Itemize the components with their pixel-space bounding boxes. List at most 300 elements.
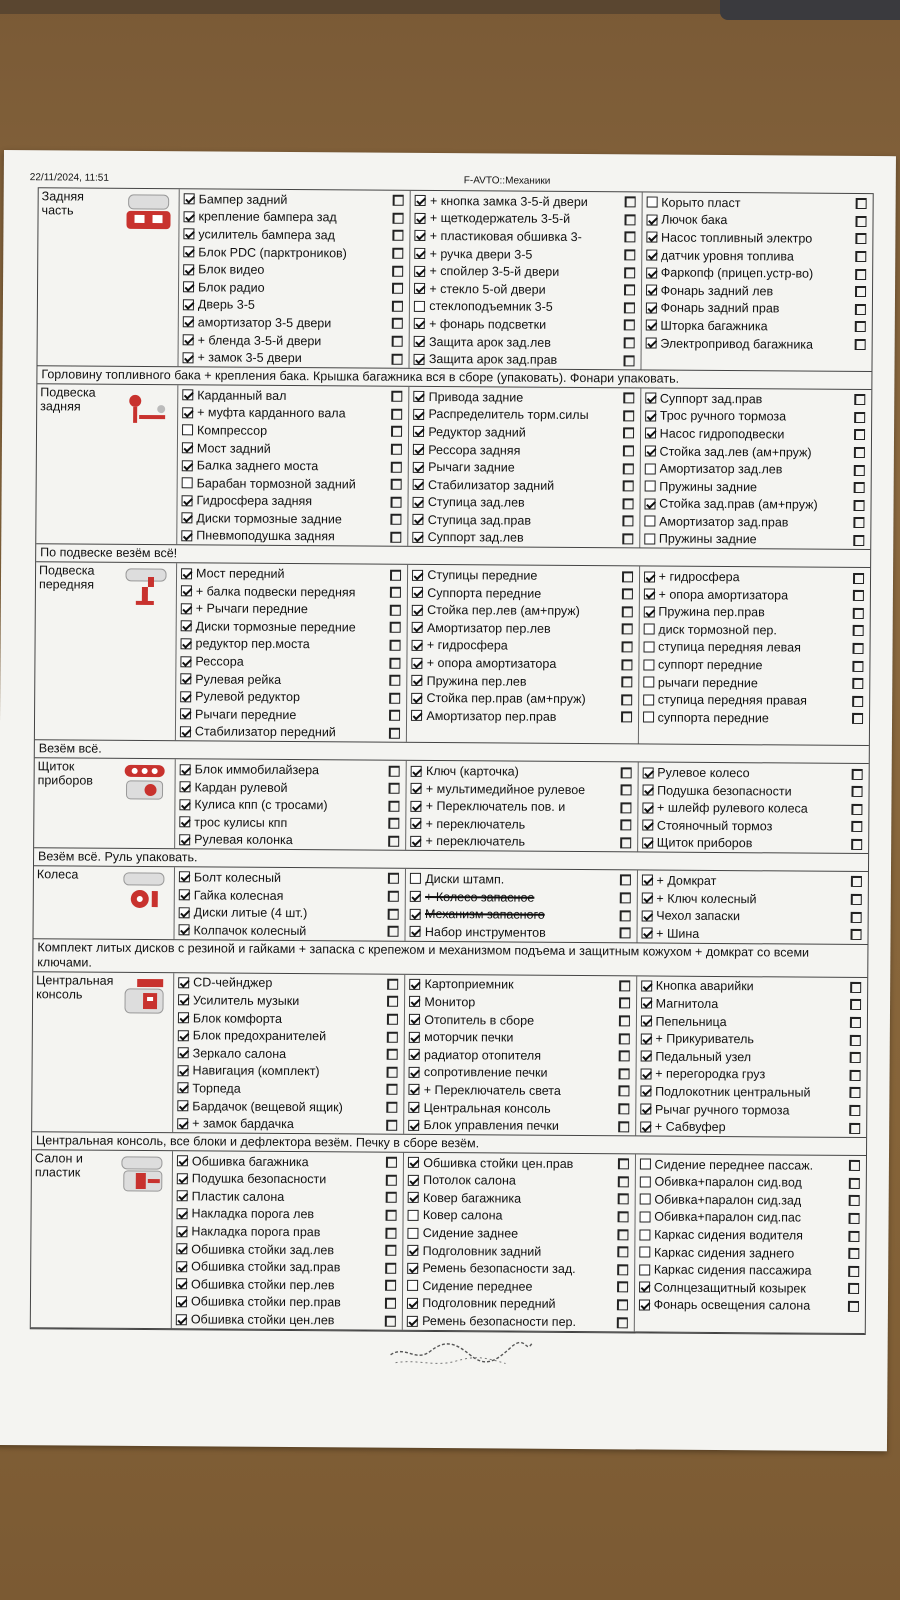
item-checkbox[interactable] [181,603,192,614]
extra-checkbox[interactable] [619,998,630,1009]
item-checkbox[interactable] [412,622,423,633]
item-checkbox[interactable] [180,726,191,737]
item-checkbox[interactable] [646,267,657,278]
extra-checkbox[interactable] [391,479,402,490]
item-checkbox[interactable] [178,1012,189,1023]
extra-checkbox[interactable] [853,573,864,584]
item-checkbox[interactable] [643,694,654,705]
item-checkbox[interactable] [645,320,656,331]
extra-checkbox[interactable] [852,643,863,654]
item-checkbox[interactable] [646,214,657,225]
item-checkbox[interactable] [182,407,193,418]
extra-checkbox[interactable] [616,1317,627,1328]
extra-checkbox[interactable] [393,195,404,206]
extra-checkbox[interactable] [392,318,403,329]
item-checkbox[interactable] [412,675,423,686]
item-checkbox[interactable] [407,1280,418,1291]
extra-checkbox[interactable] [617,1282,628,1293]
item-checkbox[interactable] [642,785,653,796]
item-checkbox[interactable] [409,1102,420,1113]
item-checkbox[interactable] [177,1100,188,1111]
extra-checkbox[interactable] [623,428,634,439]
item-checkbox[interactable] [409,996,420,1007]
item-checkbox[interactable] [640,1121,651,1132]
item-checkbox[interactable] [184,194,195,205]
item-checkbox[interactable] [177,1155,188,1166]
item-checkbox[interactable] [182,389,193,400]
item-checkbox[interactable] [640,1159,651,1170]
extra-checkbox[interactable] [389,765,400,776]
item-checkbox[interactable] [415,195,426,206]
extra-checkbox[interactable] [852,678,863,689]
item-checkbox[interactable] [412,569,423,580]
extra-checkbox[interactable] [849,1195,860,1206]
extra-checkbox[interactable] [849,1213,860,1224]
extra-checkbox[interactable] [392,353,403,364]
extra-checkbox[interactable] [387,1031,398,1042]
extra-checkbox[interactable] [385,1262,396,1273]
item-checkbox[interactable] [410,891,421,902]
extra-checkbox[interactable] [389,728,400,739]
item-checkbox[interactable] [408,1192,419,1203]
item-checkbox[interactable] [411,783,422,794]
extra-checkbox[interactable] [391,409,402,420]
item-checkbox[interactable] [181,638,192,649]
extra-checkbox[interactable] [848,1230,859,1241]
extra-checkbox[interactable] [623,337,634,348]
item-checkbox[interactable] [184,211,195,222]
item-checkbox[interactable] [409,1084,420,1095]
extra-checkbox[interactable] [391,444,402,455]
item-checkbox[interactable] [181,513,192,524]
item-checkbox[interactable] [183,299,194,310]
extra-checkbox[interactable] [385,1280,396,1291]
item-checkbox[interactable] [640,1033,651,1044]
extra-checkbox[interactable] [850,1017,861,1028]
extra-checkbox[interactable] [387,979,398,990]
extra-checkbox[interactable] [620,837,631,848]
item-checkbox[interactable] [177,1191,188,1202]
item-checkbox[interactable] [644,571,655,582]
item-checkbox[interactable] [415,230,426,241]
item-checkbox[interactable] [409,1067,420,1078]
item-checkbox[interactable] [177,1118,188,1129]
extra-checkbox[interactable] [392,301,403,312]
extra-checkbox[interactable] [624,285,635,296]
extra-checkbox[interactable] [391,514,402,525]
item-checkbox[interactable] [641,910,652,921]
item-checkbox[interactable] [183,317,194,328]
extra-checkbox[interactable] [388,926,399,937]
extra-checkbox[interactable] [388,891,399,902]
extra-checkbox[interactable] [621,641,632,652]
extra-checkbox[interactable] [618,1103,629,1114]
extra-checkbox[interactable] [850,929,861,940]
item-checkbox[interactable] [639,1176,650,1187]
item-checkbox[interactable] [641,1016,652,1027]
item-checkbox[interactable] [181,530,192,541]
item-checkbox[interactable] [645,428,656,439]
extra-checkbox[interactable] [386,1227,397,1238]
item-checkbox[interactable] [182,495,193,506]
extra-checkbox[interactable] [617,1176,628,1187]
extra-checkbox[interactable] [624,302,635,313]
item-checkbox[interactable] [182,425,193,436]
extra-checkbox[interactable] [390,675,401,686]
item-checkbox[interactable] [645,410,656,421]
extra-checkbox[interactable] [849,1105,860,1116]
extra-checkbox[interactable] [855,321,866,332]
extra-checkbox[interactable] [621,606,632,617]
item-checkbox[interactable] [183,334,194,345]
extra-checkbox[interactable] [390,657,401,668]
item-checkbox[interactable] [642,837,653,848]
extra-checkbox[interactable] [617,1194,628,1205]
extra-checkbox[interactable] [849,1160,860,1171]
item-checkbox[interactable] [639,1264,650,1275]
item-checkbox[interactable] [644,498,655,509]
item-checkbox[interactable] [642,820,653,831]
item-checkbox[interactable] [179,872,190,883]
extra-checkbox[interactable] [849,1178,860,1189]
extra-checkbox[interactable] [392,391,403,402]
extra-checkbox[interactable] [623,393,634,404]
item-checkbox[interactable] [408,1245,419,1256]
extra-checkbox[interactable] [619,892,630,903]
item-checkbox[interactable] [644,463,655,474]
extra-checkbox[interactable] [391,461,402,472]
item-checkbox[interactable] [180,656,191,667]
item-checkbox[interactable] [415,213,426,224]
extra-checkbox[interactable] [623,355,634,366]
extra-checkbox[interactable] [849,1087,860,1098]
item-checkbox[interactable] [408,1119,419,1130]
extra-checkbox[interactable] [618,1159,629,1170]
extra-checkbox[interactable] [851,894,862,905]
extra-checkbox[interactable] [385,1315,396,1326]
extra-checkbox[interactable] [389,783,400,794]
extra-checkbox[interactable] [619,910,630,921]
item-checkbox[interactable] [413,426,424,437]
item-checkbox[interactable] [180,673,191,684]
extra-checkbox[interactable] [855,251,866,262]
item-checkbox[interactable] [181,621,192,632]
item-checkbox[interactable] [180,764,191,775]
extra-checkbox[interactable] [622,588,633,599]
extra-checkbox[interactable] [617,1246,628,1257]
item-checkbox[interactable] [644,533,655,544]
extra-checkbox[interactable] [854,465,865,476]
item-checkbox[interactable] [182,477,193,488]
extra-checkbox[interactable] [848,1301,859,1312]
extra-checkbox[interactable] [850,982,861,993]
extra-checkbox[interactable] [848,1248,859,1259]
extra-checkbox[interactable] [621,712,632,723]
extra-checkbox[interactable] [622,463,633,474]
extra-checkbox[interactable] [618,1121,629,1132]
item-checkbox[interactable] [410,926,421,937]
item-checkbox[interactable] [177,1173,188,1184]
item-checkbox[interactable] [178,1030,189,1041]
extra-checkbox[interactable] [850,1035,861,1046]
extra-checkbox[interactable] [617,1211,628,1222]
extra-checkbox[interactable] [851,912,862,923]
extra-checkbox[interactable] [854,412,865,423]
item-checkbox[interactable] [644,589,655,600]
item-checkbox[interactable] [176,1243,187,1254]
item-checkbox[interactable] [642,802,653,813]
extra-checkbox[interactable] [855,216,866,227]
extra-checkbox[interactable] [623,410,634,421]
extra-checkbox[interactable] [853,535,864,546]
extra-checkbox[interactable] [388,873,399,884]
item-checkbox[interactable] [642,875,653,886]
extra-checkbox[interactable] [617,1299,628,1310]
item-checkbox[interactable] [413,479,424,490]
extra-checkbox[interactable] [390,604,401,615]
item-checkbox[interactable] [414,336,425,347]
item-checkbox[interactable] [643,659,654,670]
item-checkbox[interactable] [176,1226,187,1237]
extra-checkbox[interactable] [850,1052,861,1063]
extra-checkbox[interactable] [392,283,403,294]
item-checkbox[interactable] [414,391,425,402]
extra-checkbox[interactable] [851,786,862,797]
extra-checkbox[interactable] [386,1210,397,1221]
extra-checkbox[interactable] [386,1157,397,1168]
extra-checkbox[interactable] [387,1084,398,1095]
item-checkbox[interactable] [180,781,191,792]
extra-checkbox[interactable] [851,839,862,850]
item-checkbox[interactable] [642,767,653,778]
extra-checkbox[interactable] [389,692,400,703]
extra-checkbox[interactable] [617,1229,628,1240]
item-checkbox[interactable] [178,995,189,1006]
item-checkbox[interactable] [414,266,425,277]
extra-checkbox[interactable] [390,587,401,598]
item-checkbox[interactable] [639,1299,650,1310]
extra-checkbox[interactable] [391,497,402,508]
item-checkbox[interactable] [180,709,191,720]
item-checkbox[interactable] [179,799,190,810]
extra-checkbox[interactable] [623,445,634,456]
item-checkbox[interactable] [179,907,190,918]
extra-checkbox[interactable] [388,908,399,919]
extra-checkbox[interactable] [854,447,865,458]
item-checkbox[interactable] [408,1157,419,1168]
item-checkbox[interactable] [414,354,425,365]
item-checkbox[interactable] [408,1210,419,1221]
item-checkbox[interactable] [176,1279,187,1290]
item-checkbox[interactable] [646,285,657,296]
extra-checkbox[interactable] [621,624,632,635]
extra-checkbox[interactable] [386,1174,397,1185]
extra-checkbox[interactable] [619,980,630,991]
item-checkbox[interactable] [643,606,654,617]
item-checkbox[interactable] [412,640,423,651]
extra-checkbox[interactable] [624,267,635,278]
item-checkbox[interactable] [643,677,654,688]
extra-checkbox[interactable] [621,694,632,705]
extra-checkbox[interactable] [389,800,400,811]
extra-checkbox[interactable] [622,533,633,544]
item-checkbox[interactable] [177,1208,188,1219]
item-checkbox[interactable] [412,587,423,598]
extra-checkbox[interactable] [849,1123,860,1134]
item-checkbox[interactable] [407,1298,418,1309]
item-checkbox[interactable] [413,514,424,525]
extra-checkbox[interactable] [851,876,862,887]
extra-checkbox[interactable] [853,500,864,511]
extra-checkbox[interactable] [853,590,864,601]
extra-checkbox[interactable] [618,1068,629,1079]
extra-checkbox[interactable] [387,1102,398,1113]
extra-checkbox[interactable] [622,481,633,492]
extra-checkbox[interactable] [619,928,630,939]
extra-checkbox[interactable] [852,696,863,707]
item-checkbox[interactable] [413,444,424,455]
item-checkbox[interactable] [183,352,194,363]
item-checkbox[interactable] [410,836,421,847]
extra-checkbox[interactable] [621,659,632,670]
item-checkbox[interactable] [409,979,420,990]
extra-checkbox[interactable] [624,232,635,243]
item-checkbox[interactable] [413,409,424,420]
extra-checkbox[interactable] [855,286,866,297]
extra-checkbox[interactable] [853,517,864,528]
item-checkbox[interactable] [639,1229,650,1240]
extra-checkbox[interactable] [393,213,404,224]
item-checkbox[interactable] [640,1103,651,1114]
extra-checkbox[interactable] [392,265,403,276]
extra-checkbox[interactable] [389,710,400,721]
item-checkbox[interactable] [413,461,424,472]
item-checkbox[interactable] [644,481,655,492]
extra-checkbox[interactable] [853,608,864,619]
extra-checkbox[interactable] [618,1033,629,1044]
extra-checkbox[interactable] [852,713,863,724]
item-checkbox[interactable] [645,393,656,404]
item-checkbox[interactable] [411,693,422,704]
extra-checkbox[interactable] [386,1192,397,1203]
extra-checkbox[interactable] [387,1014,398,1025]
extra-checkbox[interactable] [853,625,864,636]
item-checkbox[interactable] [643,712,654,723]
item-checkbox[interactable] [183,282,194,293]
extra-checkbox[interactable] [621,676,632,687]
item-checkbox[interactable] [409,1049,420,1060]
item-checkbox[interactable] [646,197,657,208]
item-checkbox[interactable] [413,532,424,543]
item-checkbox[interactable] [411,801,422,812]
item-checkbox[interactable] [183,229,194,240]
item-checkbox[interactable] [639,1247,650,1258]
extra-checkbox[interactable] [848,1283,859,1294]
extra-checkbox[interactable] [855,233,866,244]
extra-checkbox[interactable] [620,875,631,886]
item-checkbox[interactable] [639,1211,650,1222]
extra-checkbox[interactable] [854,394,865,405]
item-checkbox[interactable] [646,232,657,243]
extra-checkbox[interactable] [624,214,635,225]
item-checkbox[interactable] [412,657,423,668]
extra-checkbox[interactable] [393,230,404,241]
item-checkbox[interactable] [645,338,656,349]
item-checkbox[interactable] [414,301,425,312]
item-checkbox[interactable] [643,624,654,635]
item-checkbox[interactable] [646,302,657,313]
extra-checkbox[interactable] [620,802,631,813]
extra-checkbox[interactable] [617,1264,628,1275]
item-checkbox[interactable] [411,765,422,776]
extra-checkbox[interactable] [387,1049,398,1060]
extra-checkbox[interactable] [622,498,633,509]
extra-checkbox[interactable] [854,429,865,440]
item-checkbox[interactable] [415,248,426,259]
extra-checkbox[interactable] [619,1015,630,1026]
item-checkbox[interactable] [412,605,423,616]
extra-checkbox[interactable] [852,660,863,671]
item-checkbox[interactable] [407,1315,418,1326]
item-checkbox[interactable] [640,1086,651,1097]
extra-checkbox[interactable] [390,622,401,633]
extra-checkbox[interactable] [855,304,866,315]
item-checkbox[interactable] [182,460,193,471]
item-checkbox[interactable] [411,818,422,829]
item-checkbox[interactable] [180,691,191,702]
item-checkbox[interactable] [178,1065,189,1076]
extra-checkbox[interactable] [854,482,865,493]
extra-checkbox[interactable] [620,784,631,795]
item-checkbox[interactable] [408,1227,419,1238]
extra-checkbox[interactable] [388,836,399,847]
item-checkbox[interactable] [178,1047,189,1058]
extra-checkbox[interactable] [386,1245,397,1256]
item-checkbox[interactable] [643,641,654,652]
item-checkbox[interactable] [408,1175,419,1186]
extra-checkbox[interactable] [855,339,866,350]
item-checkbox[interactable] [183,264,194,275]
extra-checkbox[interactable] [623,320,634,331]
extra-checkbox[interactable] [852,768,863,779]
extra-checkbox[interactable] [620,767,631,778]
extra-checkbox[interactable] [389,818,400,829]
item-checkbox[interactable] [179,834,190,845]
item-checkbox[interactable] [181,568,192,579]
extra-checkbox[interactable] [624,249,635,260]
item-checkbox[interactable] [409,1014,420,1025]
item-checkbox[interactable] [181,585,192,596]
extra-checkbox[interactable] [387,1067,398,1078]
item-checkbox[interactable] [641,980,652,991]
item-checkbox[interactable] [640,1068,651,1079]
extra-checkbox[interactable] [618,1051,629,1062]
item-checkbox[interactable] [414,283,425,294]
item-checkbox[interactable] [640,1051,651,1062]
extra-checkbox[interactable] [855,269,866,280]
extra-checkbox[interactable] [385,1298,396,1309]
item-checkbox[interactable] [177,1083,188,1094]
item-checkbox[interactable] [179,817,190,828]
extra-checkbox[interactable] [387,996,398,1007]
item-checkbox[interactable] [646,250,657,261]
item-checkbox[interactable] [176,1314,187,1325]
item-checkbox[interactable] [178,977,189,988]
extra-checkbox[interactable] [390,640,401,651]
item-checkbox[interactable] [183,246,194,257]
item-checkbox[interactable] [182,442,193,453]
item-checkbox[interactable] [409,1031,420,1042]
